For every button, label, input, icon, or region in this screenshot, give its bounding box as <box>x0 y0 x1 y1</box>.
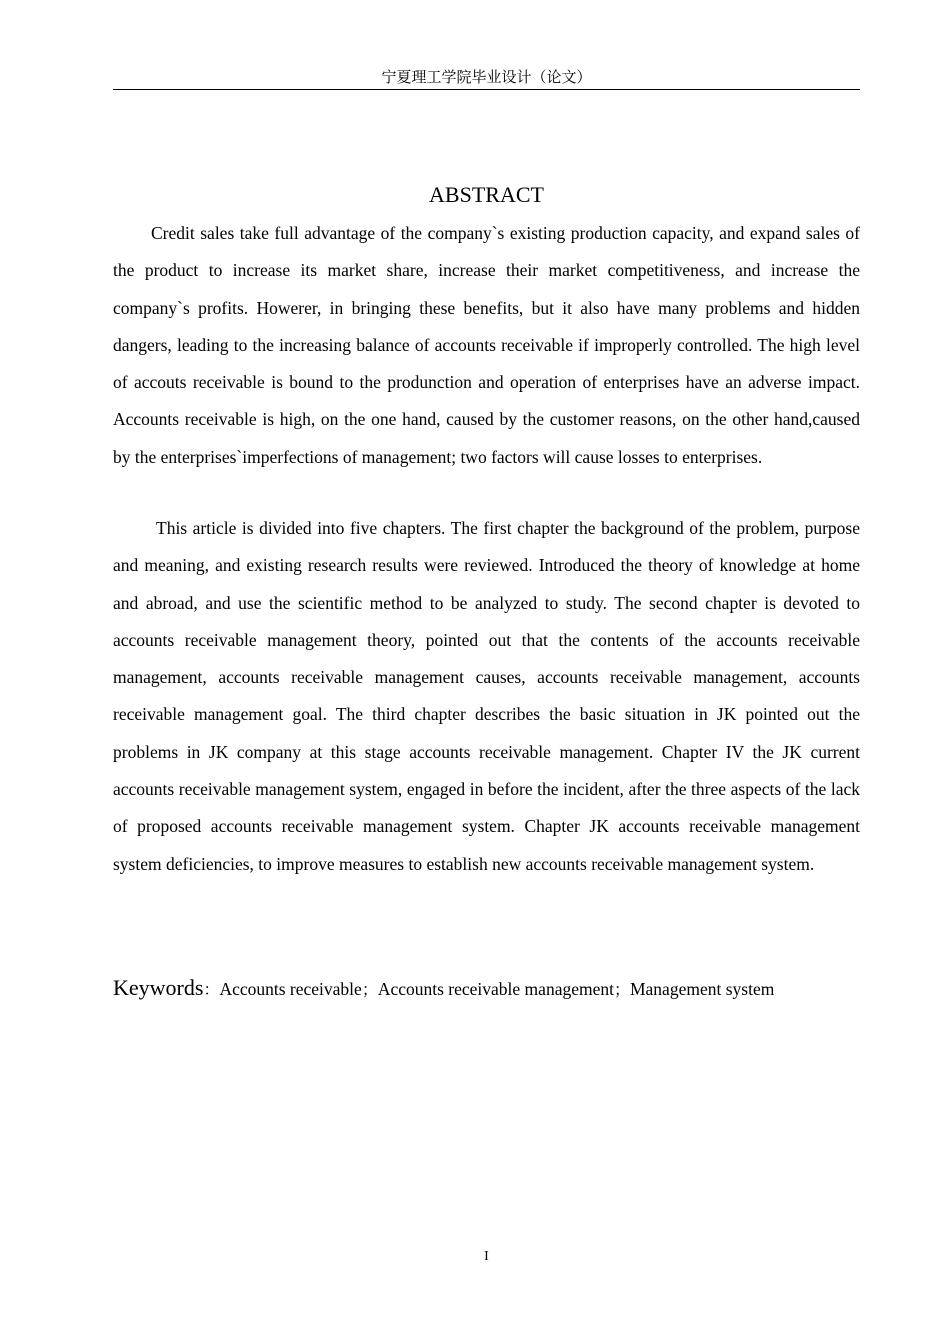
abstract-title: ABSTRACT <box>429 182 544 207</box>
keyword-separator: ； <box>361 980 378 999</box>
abstract-paragraph-1: Credit sales take full advantage of the company`s existing production capacity, and expand sales of the product to increase its market share, increase their market competitiveness, and increase the company`s profits. Howerer, in bringing these benefits, but it also have many problems and hidden dangers, leading to the increasing balance of accounts receivable if improperly controlled. The high level of accouts receivable is bound to the produnction and operation of enterprises have an adverse impact. Accounts receivable is high, on the one hand, caused by the customer reasons, on the other hand,caused by the enterprises`imperfections of management; two factors will cause losses to enterprises. <box>113 223 860 467</box>
keyword-item: Accounts receivable <box>219 979 362 999</box>
keyword-item: Accounts receivable management <box>377 979 614 999</box>
keywords-label: Keywords <box>113 975 204 1000</box>
page-number: I <box>484 1249 489 1264</box>
keyword-separator: ； <box>613 980 630 999</box>
header-title: 宁夏理工学院毕业设计（论文） <box>381 68 592 86</box>
abstract-paragraph-2: This article is divided into five chapters. The first chapter the background of the problem, purpose and meaning, and existing research results were reviewed. Introduced the theory of knowledge at home and abroad, and use the scientific method to be analyzed to study. The second chapter is devoted to accounts receivable management theory, pointed out that the contents of the accounts receivable management, accounts receivable management causes, accounts receivable management, accounts receivable management goal. The third chapter describes the basic situation in JK pointed out the problems in JK company at this stage accounts receivable management. Chapter IV the JK current accounts receivable management system, engaged in before the incident, after the three aspects of the lack of proposed accounts receivable management system. Chapter JK accounts receivable management system deficiencies, to improve measures to establish new accounts receivable management system. <box>113 518 860 874</box>
keywords-line <box>113 971 873 1007</box>
keywords-colon: ： <box>203 980 220 999</box>
keyword-item: Management system <box>629 979 775 999</box>
page-header <box>113 66 860 90</box>
